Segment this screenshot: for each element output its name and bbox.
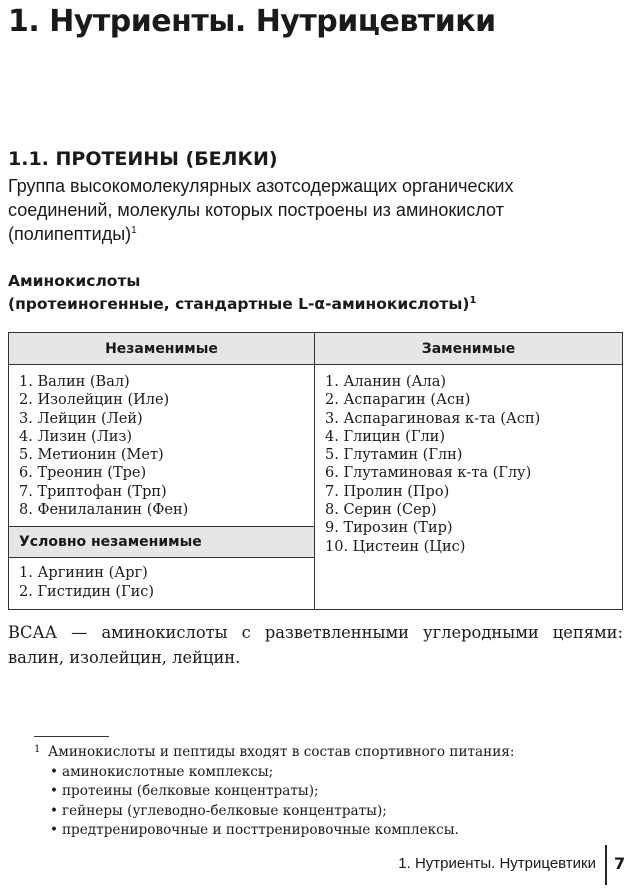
essential-item: 3. Лейцин (Лей) (19, 410, 143, 427)
footnote-list (34, 763, 624, 841)
essential-item: 7. Триптофан (Трп) (19, 483, 167, 500)
nonessential-list (315, 365, 622, 556)
footer-divider (605, 845, 607, 885)
footnote-ref: 1 (131, 225, 137, 236)
essential-column (9, 333, 315, 609)
nonessential-item: 5. Глутамин (Глн) (325, 447, 463, 464)
subsection-title-line1: Аминокислоты (8, 272, 141, 290)
footnote-number: 1 (34, 744, 41, 755)
footnote-item: • предтренировочные и посттренировочные комплексы. (50, 821, 624, 841)
nonessential-header: Заменимые (315, 333, 622, 365)
footnote (34, 743, 624, 841)
nonessential-item: 8. Серин (Сер) (325, 502, 437, 519)
essential-item: 1. Валин (Вал) (19, 374, 130, 390)
footnote-ref: 1 (469, 294, 477, 306)
nonessential-item: 1. Аланин (Ала) (325, 374, 447, 390)
essential-header: Незаменимые (9, 333, 314, 365)
nonessential-item: 6. Глутаминовая к-та (Глу) (325, 465, 532, 482)
conditional-item: 2. Гистидин (Гис) (19, 583, 155, 600)
footnote-item: • протеины (белковые концентраты); (50, 782, 624, 802)
nonessential-column (315, 333, 622, 609)
nonessential-item: 4. Глицин (Гли) (325, 428, 445, 445)
conditional-header: Условно незаменимые (9, 526, 314, 558)
nonessential-item: 9. Тирозин (Тир) (325, 520, 453, 537)
essential-item: 8. Фенилаланин (Фен) (19, 502, 189, 519)
page-number: 7 (614, 854, 626, 873)
amino-acids-table (8, 332, 623, 610)
section-description-text: Группа высокомолекулярных азотсодержащих органических соединений, молекулы которых построены из аминокислот (полипептиды) (8, 176, 514, 244)
conditional-list (9, 558, 314, 601)
nonessential-item: 7. Пролин (Про) (325, 483, 450, 500)
nonessential-item: 10. Цистеин (Цис) (325, 538, 466, 555)
section-title: 1.1. ПРОТЕИНЫ (БЕЛКИ) (8, 148, 278, 170)
essential-item: 4. Лизин (Лиз) (19, 428, 133, 445)
section-description (8, 174, 608, 246)
subsection-title-line2 (8, 293, 608, 316)
essential-list (9, 365, 314, 519)
footnote-divider (34, 736, 109, 737)
chapter-title: 1. Нутриенты. Нутрицевтики (8, 4, 496, 39)
footnote-item: • аминокислотные комплексы; (50, 763, 624, 783)
essential-item: 2. Изолейцин (Иле) (19, 392, 170, 409)
conditional-item: 1. Аргинин (Арг) (19, 565, 148, 582)
running-footer-title: 1. Нутриенты. Нутрицевтики (398, 855, 596, 872)
bcaa-paragraph: ВСАА — аминокислоты с разветвленными углеродными цепями: валин, изолейцин, лейцин. (8, 623, 623, 667)
footnote-intro (34, 743, 624, 763)
subsection-title (8, 270, 608, 316)
subsection-title-line2-text: (протеиногенные, стандартные L-α-аминокислоты) (8, 295, 470, 313)
nonessential-item: 2. Аспарагин (Асн) (325, 392, 471, 409)
footnote-text: Аминокислоты и пептиды входят в состав спортивного питания: (48, 744, 515, 760)
essential-item: 5. Метионин (Мет) (19, 447, 164, 464)
nonessential-item: 3. Аспарагиновая к-та (Асп) (325, 410, 541, 427)
essential-item: 6. Треонин (Тре) (19, 465, 147, 482)
footnote-item: • гейнеры (углеводно-белковые концентраты); (50, 802, 624, 822)
